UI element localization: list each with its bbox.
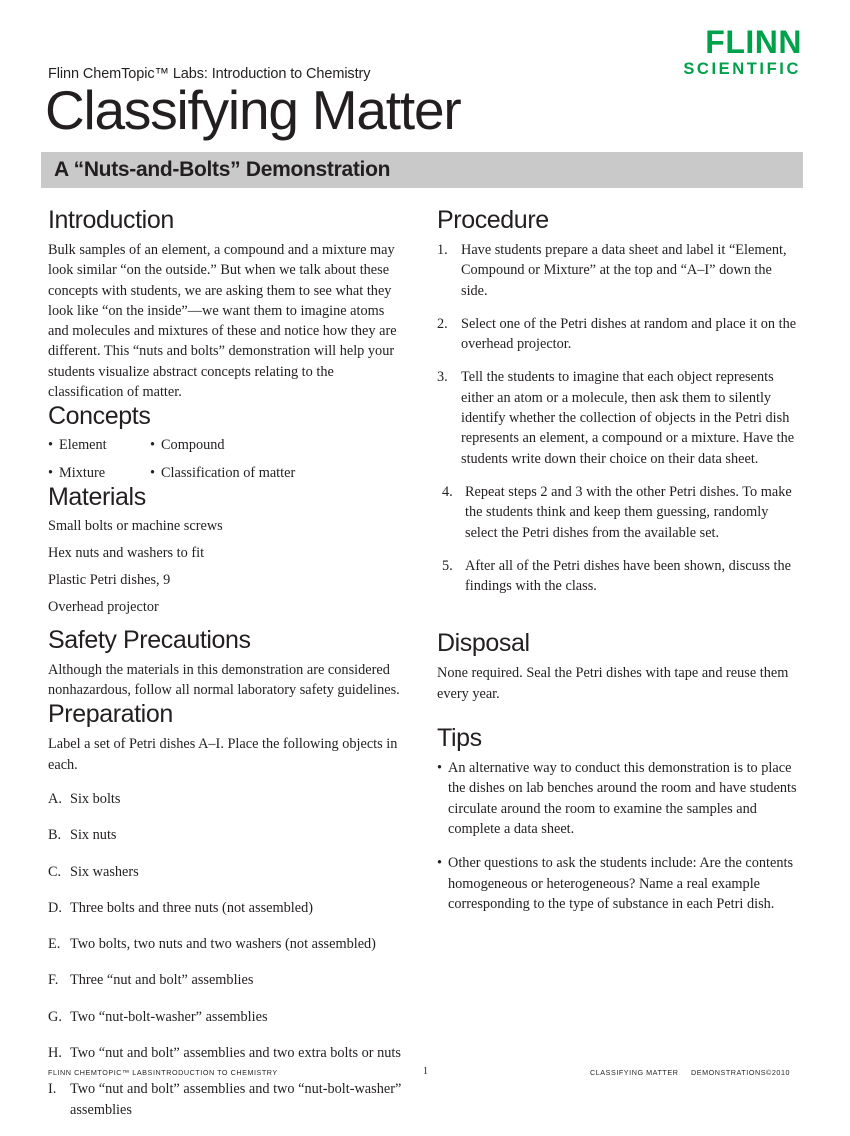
heading-preparation: Preparation	[48, 700, 173, 729]
list-item-text: Repeat steps 2 and 3 with the other Petri dishes. To make the students think and keep them guessing, randomly select the Petri dishes from the available set.	[465, 483, 792, 541]
list-item	[437, 314, 797, 355]
footer-series: FLINN CHEMTOPIC™ LABS	[48, 1068, 153, 1077]
list-item-text: Two “nut and bolt” assemblies and two extra bolts or nuts	[70, 1044, 401, 1061]
footer-page-number: 1	[423, 1066, 428, 1077]
list-item-label: D.	[48, 899, 62, 916]
list-item-label: 5.	[442, 557, 453, 574]
concept-item: • Mixture	[48, 464, 150, 483]
logo-wordmark-flinn: FLINN	[705, 24, 802, 60]
material-item: Plastic Petri dishes, 9	[48, 572, 171, 589]
list-item	[48, 970, 408, 990]
heading-materials: Materials	[48, 482, 146, 511]
list-item	[48, 825, 408, 845]
material-item: Small bolts or machine screws	[48, 517, 223, 534]
list-item-text: Three “nut and bolt” assemblies	[70, 972, 254, 989]
list-item-label: H.	[48, 1044, 62, 1061]
list-item	[48, 898, 408, 918]
list-item-text: An alternative way to conduct this demonstration is to place the dishes on lab benches around the room and have students circulate around the room to examine the samples and complete a data sheet.	[448, 760, 797, 837]
subtitle-text: A “Nuts-and-Bolts” Demonstration	[54, 158, 391, 181]
list-item	[437, 556, 797, 597]
list-item-label: A.	[48, 790, 62, 807]
footer-subject: INTRODUCTION TO CHEMISTRY	[153, 1068, 278, 1077]
heading-safety-precautions: Safety Precautions	[48, 625, 251, 654]
left-column	[48, 206, 408, 1136]
list-item-text: Have students prepare a data sheet and label it “Element, Compound or Mixture” at the top and “A–I” down the side.	[461, 242, 787, 299]
list-item-label: 2.	[437, 315, 448, 332]
list-item	[437, 758, 797, 839]
introduction-body: Bulk samples of an element, a compound and a mixture may look similar “on the outside.” But when we talk about these concepts with students, we are asking them to see what they look like “on the inside”—we want them to imagine atoms and molecules and mixtures of these and notice how they are different. This “nuts and bolts” demonstration will help your students visualize abstract concepts relating to the classification of matter.	[48, 242, 397, 401]
footer-category: DEMONSTRATIONS	[691, 1068, 767, 1077]
list-item	[437, 367, 797, 468]
procedure-steps	[437, 240, 797, 596]
concept-item: • Compound	[150, 436, 408, 455]
heading-disposal: Disposal	[437, 629, 530, 658]
heading-tips: Tips	[437, 724, 482, 753]
list-item-label: 3.	[437, 369, 448, 386]
page-title: Classifying Matter	[45, 79, 461, 141]
list-item	[437, 240, 797, 301]
list-item-text: After all of the Petri dishes have been shown, discuss the findings with the class.	[465, 557, 791, 595]
footer-copyright: ©2010	[766, 1068, 791, 1077]
spacer	[437, 609, 797, 629]
heading-procedure: Procedure	[437, 206, 549, 234]
list-item	[48, 1043, 408, 1063]
preparation-body: Label a set of Petri dishes A–I. Place the following objects in each.	[48, 736, 398, 773]
tips-list	[437, 758, 797, 914]
list-item-text: Two bolts, two nuts and two washers (not assembled)	[70, 936, 376, 953]
list-item-text: Six washers	[70, 863, 139, 880]
list-item	[48, 1007, 408, 1027]
list-item	[48, 862, 408, 882]
footer-title: CLASSIFYING MATTER	[590, 1068, 679, 1077]
disposal-body: None required. Seal the Petri dishes with tape and reuse them every year.	[437, 665, 789, 702]
heading-introduction: Introduction	[48, 206, 174, 234]
right-column	[437, 206, 797, 928]
list-item	[48, 934, 408, 954]
list-item-text: Two “nut and bolt” assemblies and two “nut-bolt-washer” assemblies	[70, 1081, 402, 1118]
concept-item: • Element	[48, 436, 150, 455]
list-item-text: Tell the students to imagine that each object represents either an atom or a molecule, then ask them to silently identify whether the collection of objects in the Petri dish represents an element, a compound or a mixture. Have the students write down their choice on their data sheet.	[461, 369, 795, 467]
list-item-text: Six nuts	[70, 827, 117, 844]
list-item	[437, 853, 797, 914]
spacer	[437, 704, 797, 724]
concepts-list	[48, 436, 408, 482]
bullet-icon: •	[437, 760, 443, 777]
list-item-label: E.	[48, 936, 61, 953]
list-item-label: 4.	[442, 483, 453, 500]
materials-list	[48, 517, 408, 618]
page-footer	[48, 1065, 803, 1081]
list-item	[437, 482, 797, 543]
heading-concepts: Concepts	[48, 402, 151, 431]
list-item-text: Six bolts	[70, 790, 121, 807]
list-item-label: B.	[48, 827, 62, 844]
series-kicker: Flinn ChemTopic™ Labs: Introduction to Chemistry	[48, 66, 371, 82]
safety-body: Although the materials in this demonstration are considered nonhazardous, follow all normal laboratory safety guidelines.	[48, 661, 400, 699]
material-item: Hex nuts and washers to fit	[48, 544, 205, 561]
list-item-text: Three bolts and three nuts (not assembled)	[70, 899, 313, 916]
bullet-icon: •	[437, 855, 443, 872]
logo-wordmark-scientific: SCIENTIFIC	[683, 60, 801, 78]
list-item-text: Two “nut-bolt-washer” assemblies	[70, 1008, 268, 1025]
list-item-label: G.	[48, 1008, 62, 1025]
list-item-label: C.	[48, 863, 62, 880]
list-item-text: Select one of the Petri dishes at random and place it on the overhead projector.	[461, 315, 797, 353]
list-item-label: 1.	[437, 242, 448, 258]
subtitle-banner	[41, 152, 803, 188]
list-item-label: F.	[48, 972, 59, 989]
list-item-label: I.	[48, 1081, 57, 1098]
flinn-scientific-logo	[683, 26, 802, 78]
list-item-text: Other questions to ask the students include: Are the contents homogeneous or heterogeneous? Name a real example corresponding to the type of substance in each Petri dish.	[448, 855, 794, 912]
list-item	[48, 789, 408, 809]
material-item: Overhead projector	[48, 599, 159, 616]
concept-item: • Classification of matter	[150, 464, 408, 483]
